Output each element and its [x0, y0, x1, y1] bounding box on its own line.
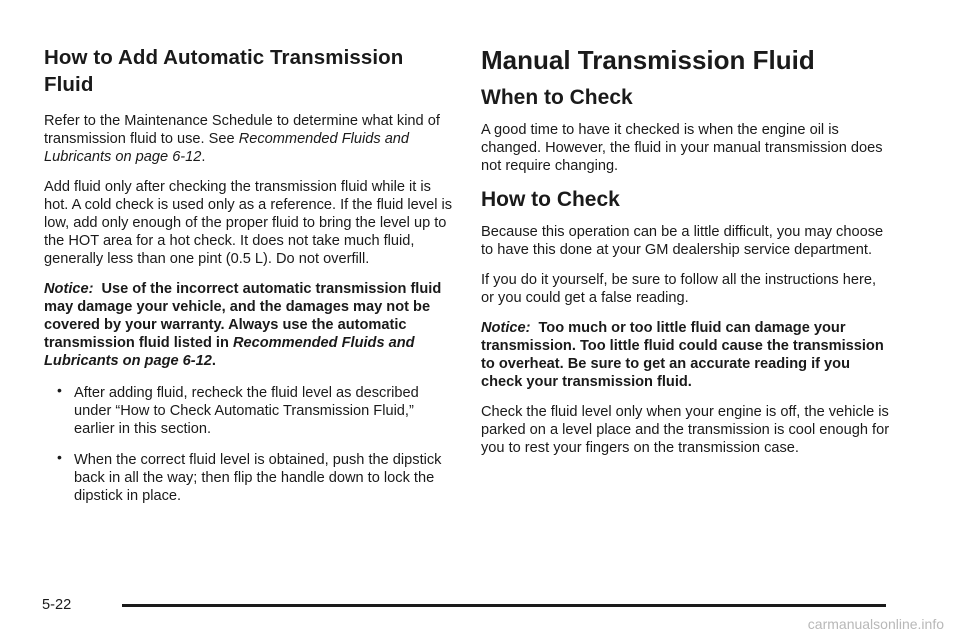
- right-column: [481, 0, 891, 457]
- page-title: Manual Transmission Fluid: [481, 45, 815, 75]
- left-column: [44, 0, 454, 505]
- paragraph-add-fluid: Add fluid only after checking the transmission fluid while it is hot. A cold check is used only as a reference. If the fluid level is low, add only enough of the proper fluid to bring the level up to the HOT area for a hot check. It does not take much fluid, generally less than one pint (0.5 L). Do not overfill.: [44, 179, 453, 267]
- footer-divider: [122, 604, 886, 607]
- bullet-icon: •: [57, 382, 62, 398]
- paragraph-how-1: Because this operation can be a little difficult, you may choose to have this done at your GM dealership service department.: [481, 224, 884, 258]
- page-number: 5-22: [42, 597, 72, 613]
- section-heading-add-fluid: How to Add Automatic Transmission Fluid: [44, 46, 404, 96]
- section-heading-when: When to Check: [481, 86, 633, 109]
- notice-label: Notice:: [481, 320, 531, 336]
- list-item: • When the correct fluid level is obtained, push the dipstick back in all the way; then flip the handle down to lock the dipstick in place.: [57, 449, 442, 504]
- notice-text: Too much or too little fluid can damage your transmission. Too little fluid could cause the transmission to overheat. Be sure to get an accurate reading if you check your transmission fluid.: [481, 320, 884, 390]
- paragraph-when: A good time to have it checked is when the engine oil is changed. However, the fluid in your manual transmission does not require changing.: [481, 122, 883, 174]
- list-item: • After adding fluid, recheck the fluid level as described under “How to Check Automatic Transmission Fluid,” earlier in this section.: [57, 382, 419, 437]
- paragraph-how-2: If you do it yourself, be sure to follow all the instructions here, or you could get a false reading.: [481, 272, 877, 306]
- bullet-list: [44, 384, 454, 505]
- notice-label: Notice:: [44, 281, 94, 297]
- paragraph-fluid-type: Refer to the Maintenance Schedule to determine what kind of transmission fluid to use. See Recommended Fluids and Lubricants on page 6-12.: [44, 113, 440, 165]
- cross-reference: Recommended Fluids and Lubricants on page 6-12: [44, 131, 410, 165]
- bullet-icon: •: [57, 449, 62, 465]
- paragraph-how-3: Check the fluid level only when your engine is off, the vehicle is parked on a level place and the transmission is cool enough for you to rest your fingers on the transmission case.: [481, 404, 890, 456]
- section-heading-how: How to Check: [481, 188, 620, 211]
- notice-block: [481, 319, 891, 391]
- cross-reference: Recommended Fluids and Lubricants on page 6-12: [44, 335, 415, 369]
- watermark: carmanualsonline.info: [807, 616, 944, 632]
- notice-block: Notice: Use of the incorrect automatic transmission fluid may damage your vehicle, and the damages may not be covered by your warranty. Always use the automatic transmission fluid listed in Recommended Fluids and Lubricants on page 6-12.: [44, 281, 442, 369]
- notice-text: Use of the incorrect automatic transmission fluid may damage your vehicle, and the damages may not be covered by your warranty. Always use the automatic transmission fluid listed in: [44, 281, 442, 351]
